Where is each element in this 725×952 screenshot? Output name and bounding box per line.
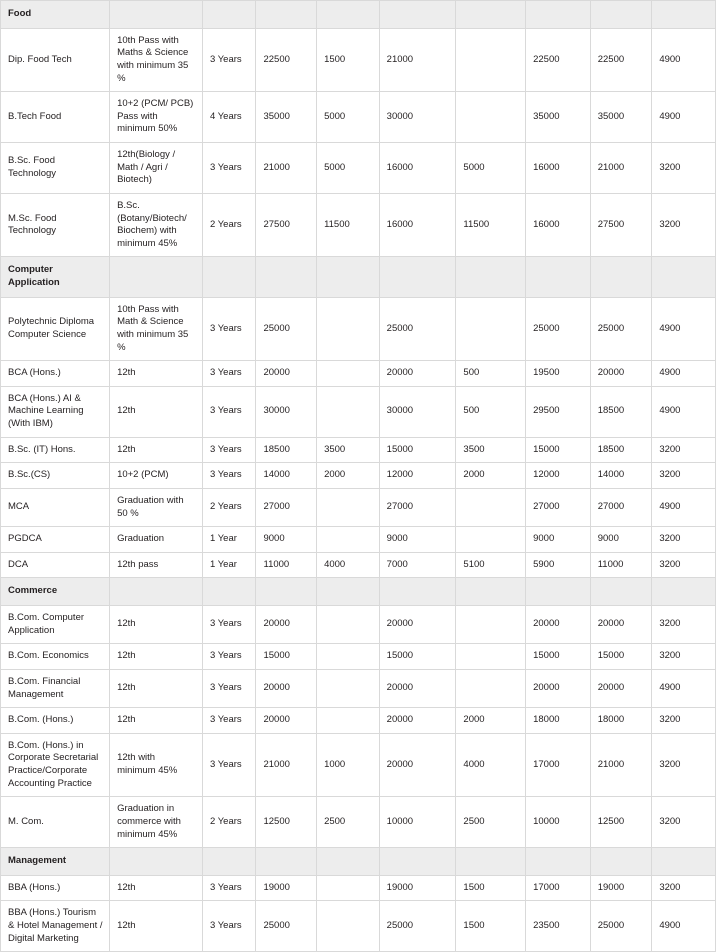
cell-fee3 [379,257,456,297]
cell-fee6: 18500 [590,437,652,463]
cell-fee2 [317,901,380,952]
fee-table-body [1,1,716,952]
cell-fee6: 21000 [590,733,652,797]
cell-fee7 [652,848,716,876]
cell-fee3: 12000 [379,463,456,489]
cell-fee3: 25000 [379,901,456,952]
cell-fee3 [379,848,456,876]
cell-fee1: 27500 [256,193,317,257]
cell-eligibility: 12th [110,361,203,387]
cell-duration: 3 Years [202,463,256,489]
cell-fee3: 30000 [379,92,456,143]
cell-fee1: 11000 [256,552,317,578]
cell-fee4: 1500 [456,901,526,952]
cell-fee2 [317,669,380,707]
cell-fee1: 30000 [256,386,317,437]
cell-fee1: 22500 [256,28,317,92]
cell-fee2: 2500 [317,797,380,848]
cell-fee5: 18000 [526,708,591,734]
cell-eligibility [110,1,203,29]
cell-fee7: 3200 [652,527,716,553]
cell-fee6 [590,257,652,297]
cell-fee4 [456,92,526,143]
cell-fee5: 27000 [526,488,591,526]
cell-fee5: 20000 [526,606,591,644]
table-row [1,437,716,463]
table-row [1,463,716,489]
cell-fee1 [256,578,317,606]
cell-fee3: 15000 [379,437,456,463]
table-row [1,143,716,194]
cell-eligibility: 12th [110,669,203,707]
cell-course: BCA (Hons.) AI & Machine Learning (With IBM) [1,386,110,437]
cell-fee6: 27000 [590,488,652,526]
cell-fee7: 3200 [652,552,716,578]
cell-fee4 [456,644,526,670]
cell-fee4 [456,669,526,707]
cell-fee5: 22500 [526,28,591,92]
cell-fee5: 29500 [526,386,591,437]
table-row [1,644,716,670]
cell-fee7: 4900 [652,669,716,707]
cell-eligibility: 10+2 (PCM/ PCB) Pass with minimum 50% [110,92,203,143]
cell-duration [202,578,256,606]
table-row [1,488,716,526]
cell-duration: 2 Years [202,488,256,526]
cell-fee2 [317,361,380,387]
cell-fee7: 3200 [652,733,716,797]
cell-fee2 [317,257,380,297]
cell-fee2 [317,488,380,526]
cell-fee6: 35000 [590,92,652,143]
cell-fee2: 2000 [317,463,380,489]
cell-fee2 [317,1,380,29]
cell-course: Polytechnic Diploma Computer Science [1,297,110,361]
cell-fee1: 25000 [256,297,317,361]
table-row [1,708,716,734]
cell-fee4 [456,606,526,644]
cell-fee4 [456,488,526,526]
cell-fee2 [317,527,380,553]
cell-fee7: 3200 [652,463,716,489]
cell-duration: 3 Years [202,143,256,194]
cell-fee3: 27000 [379,488,456,526]
table-row [1,669,716,707]
cell-fee7: 4900 [652,92,716,143]
cell-fee6: 12500 [590,797,652,848]
cell-course: B.Com. (Hons.) [1,708,110,734]
cell-fee7: 3200 [652,193,716,257]
cell-fee4: 1500 [456,875,526,901]
table-row [1,797,716,848]
cell-fee6 [590,578,652,606]
table-row [1,361,716,387]
cell-duration: 4 Years [202,92,256,143]
table-row [1,28,716,92]
cell-fee4: 5100 [456,552,526,578]
cell-fee6: 15000 [590,644,652,670]
cell-fee1: 15000 [256,644,317,670]
cell-fee4: 2500 [456,797,526,848]
cell-course: BBA (Hons.) [1,875,110,901]
cell-fee1: 21000 [256,143,317,194]
cell-fee3: 21000 [379,28,456,92]
cell-fee4: 500 [456,386,526,437]
cell-fee2 [317,848,380,876]
cell-fee6: 20000 [590,669,652,707]
cell-fee1: 9000 [256,527,317,553]
cell-fee3: 15000 [379,644,456,670]
table-row [1,193,716,257]
cell-eligibility: 12th(Biology / Math / Agri / Biotech) [110,143,203,194]
cell-duration: 1 Year [202,552,256,578]
cell-eligibility: B.Sc. (Botany/Biotech/ Biochem) with minimum 45% [110,193,203,257]
cell-course: MCA [1,488,110,526]
cell-fee2 [317,708,380,734]
cell-fee6: 22500 [590,28,652,92]
cell-fee1: 19000 [256,875,317,901]
table-row [1,875,716,901]
cell-fee6: 18500 [590,386,652,437]
cell-course: B.Com. Financial Management [1,669,110,707]
cell-fee1: 35000 [256,92,317,143]
cell-fee1: 27000 [256,488,317,526]
cell-course: B.Com. Computer Application [1,606,110,644]
cell-fee5 [526,578,591,606]
cell-fee1: 21000 [256,733,317,797]
cell-course: B.Tech Food [1,92,110,143]
cell-duration: 3 Years [202,644,256,670]
table-row [1,297,716,361]
cell-fee5: 5900 [526,552,591,578]
cell-fee3: 20000 [379,361,456,387]
cell-fee2: 3500 [317,437,380,463]
cell-fee7 [652,257,716,297]
cell-course: BCA (Hons.) [1,361,110,387]
cell-fee3: 19000 [379,875,456,901]
cell-duration: 3 Years [202,708,256,734]
cell-fee4: 2000 [456,463,526,489]
table-row [1,92,716,143]
cell-eligibility: Graduation [110,527,203,553]
cell-fee3: 25000 [379,297,456,361]
cell-fee5: 17000 [526,875,591,901]
cell-fee4 [456,28,526,92]
cell-eligibility: 10th Pass with Maths & Science with minimum 35 % [110,28,203,92]
cell-fee2: 11500 [317,193,380,257]
cell-fee5: 23500 [526,901,591,952]
cell-fee5: 16000 [526,193,591,257]
cell-eligibility: 12th [110,644,203,670]
table-section-row [1,848,716,876]
cell-fee4: 2000 [456,708,526,734]
cell-course: DCA [1,552,110,578]
cell-fee3: 9000 [379,527,456,553]
table-section-row [1,578,716,606]
cell-fee6: 9000 [590,527,652,553]
cell-fee7: 3200 [652,437,716,463]
cell-duration: 2 Years [202,797,256,848]
cell-fee2 [317,386,380,437]
table-row [1,527,716,553]
cell-fee7: 4900 [652,297,716,361]
cell-fee5 [526,257,591,297]
cell-fee2: 1000 [317,733,380,797]
cell-fee4: 500 [456,361,526,387]
cell-eligibility: 12th with minimum 45% [110,733,203,797]
cell-duration: 3 Years [202,875,256,901]
cell-duration: 2 Years [202,193,256,257]
cell-eligibility: 12th [110,708,203,734]
cell-fee2 [317,606,380,644]
cell-duration [202,257,256,297]
cell-fee4: 4000 [456,733,526,797]
cell-fee3: 20000 [379,708,456,734]
cell-fee7: 4900 [652,386,716,437]
cell-fee7: 3200 [652,797,716,848]
cell-course: Computer Application [1,257,110,297]
cell-fee2: 5000 [317,92,380,143]
table-row [1,733,716,797]
cell-fee3: 30000 [379,386,456,437]
cell-eligibility: 10th Pass with Math & Science with minimum 35 % [110,297,203,361]
cell-fee7: 3200 [652,644,716,670]
cell-fee5: 9000 [526,527,591,553]
cell-fee4: 5000 [456,143,526,194]
cell-fee6: 21000 [590,143,652,194]
cell-duration: 3 Years [202,386,256,437]
cell-fee3 [379,578,456,606]
cell-fee7: 3200 [652,708,716,734]
cell-fee6: 25000 [590,297,652,361]
cell-fee2 [317,297,380,361]
cell-course: Dip. Food Tech [1,28,110,92]
cell-fee4: 11500 [456,193,526,257]
cell-course: B.Sc. Food Technology [1,143,110,194]
cell-course: Commerce [1,578,110,606]
cell-fee5: 20000 [526,669,591,707]
cell-fee3: 16000 [379,193,456,257]
cell-fee2 [317,578,380,606]
cell-fee6: 18000 [590,708,652,734]
cell-duration: 3 Years [202,901,256,952]
cell-duration: 3 Years [202,437,256,463]
cell-course: B.Com. (Hons.) in Corporate Secretarial Practice/Corporate Accounting Practice [1,733,110,797]
cell-duration [202,1,256,29]
cell-fee5: 35000 [526,92,591,143]
cell-fee3 [379,1,456,29]
cell-eligibility: 12th pass [110,552,203,578]
cell-fee6 [590,1,652,29]
cell-fee4 [456,1,526,29]
cell-duration: 3 Years [202,606,256,644]
cell-fee5: 15000 [526,437,591,463]
cell-course: B.Com. Economics [1,644,110,670]
cell-fee7: 3200 [652,143,716,194]
cell-fee7: 4900 [652,361,716,387]
cell-fee1: 14000 [256,463,317,489]
cell-fee4 [456,848,526,876]
cell-fee1: 20000 [256,708,317,734]
table-row [1,901,716,952]
cell-fee6: 25000 [590,901,652,952]
cell-eligibility: 12th [110,901,203,952]
cell-fee4 [456,578,526,606]
cell-fee1: 20000 [256,669,317,707]
cell-fee7 [652,578,716,606]
cell-fee1 [256,848,317,876]
cell-course: BBA (Hons.) Tourism & Hotel Management / Digital Marketing [1,901,110,952]
cell-fee1: 12500 [256,797,317,848]
cell-fee6: 14000 [590,463,652,489]
page-right-margin [716,0,725,823]
cell-eligibility [110,257,203,297]
cell-fee2: 4000 [317,552,380,578]
cell-eligibility: 12th [110,606,203,644]
cell-eligibility: 12th [110,875,203,901]
cell-duration: 3 Years [202,669,256,707]
cell-fee3: 20000 [379,733,456,797]
cell-fee7: 3200 [652,606,716,644]
cell-fee5 [526,848,591,876]
cell-fee6: 20000 [590,361,652,387]
cell-fee3: 10000 [379,797,456,848]
cell-fee7 [652,1,716,29]
cell-eligibility: 12th [110,386,203,437]
cell-duration [202,848,256,876]
cell-fee6: 27500 [590,193,652,257]
cell-duration: 1 Year [202,527,256,553]
cell-course: Management [1,848,110,876]
cell-fee6: 20000 [590,606,652,644]
cell-eligibility: Graduation in commerce with minimum 45% [110,797,203,848]
cell-fee7: 4900 [652,901,716,952]
cell-fee6 [590,848,652,876]
cell-eligibility [110,578,203,606]
cell-fee3: 16000 [379,143,456,194]
cell-eligibility: 12th [110,437,203,463]
cell-eligibility: Graduation with 50 % [110,488,203,526]
cell-fee3: 20000 [379,669,456,707]
cell-fee2: 5000 [317,143,380,194]
cell-fee1 [256,1,317,29]
cell-fee7: 4900 [652,488,716,526]
cell-fee4 [456,297,526,361]
cell-fee1: 20000 [256,606,317,644]
cell-fee2 [317,644,380,670]
table-row [1,386,716,437]
cell-course: M. Com. [1,797,110,848]
cell-fee5: 19500 [526,361,591,387]
cell-fee2 [317,875,380,901]
cell-fee5: 16000 [526,143,591,194]
cell-course: B.Sc.(CS) [1,463,110,489]
cell-course: PGDCA [1,527,110,553]
cell-fee1: 18500 [256,437,317,463]
cell-duration: 3 Years [202,733,256,797]
cell-course: Food [1,1,110,29]
table-section-row [1,257,716,297]
table-section-row [1,1,716,29]
cell-course: B.Sc. (IT) Hons. [1,437,110,463]
table-row [1,606,716,644]
cell-fee4: 3500 [456,437,526,463]
cell-fee1: 20000 [256,361,317,387]
cell-course: M.Sc. Food Technology [1,193,110,257]
cell-fee5: 10000 [526,797,591,848]
cell-fee4 [456,257,526,297]
cell-duration: 3 Years [202,297,256,361]
cell-fee2: 1500 [317,28,380,92]
cell-fee5: 12000 [526,463,591,489]
cell-fee7: 3200 [652,875,716,901]
cell-duration: 3 Years [202,361,256,387]
table-row [1,552,716,578]
cell-fee1 [256,257,317,297]
cell-eligibility [110,848,203,876]
cell-fee3: 20000 [379,606,456,644]
cell-duration: 3 Years [202,28,256,92]
cell-fee5: 15000 [526,644,591,670]
cell-fee6: 11000 [590,552,652,578]
cell-fee5: 17000 [526,733,591,797]
cell-fee7: 4900 [652,28,716,92]
cell-fee3: 7000 [379,552,456,578]
cell-fee4 [456,527,526,553]
cell-fee6: 19000 [590,875,652,901]
cell-fee5 [526,1,591,29]
cell-fee5: 25000 [526,297,591,361]
cell-fee1: 25000 [256,901,317,952]
cell-eligibility: 10+2 (PCM) [110,463,203,489]
